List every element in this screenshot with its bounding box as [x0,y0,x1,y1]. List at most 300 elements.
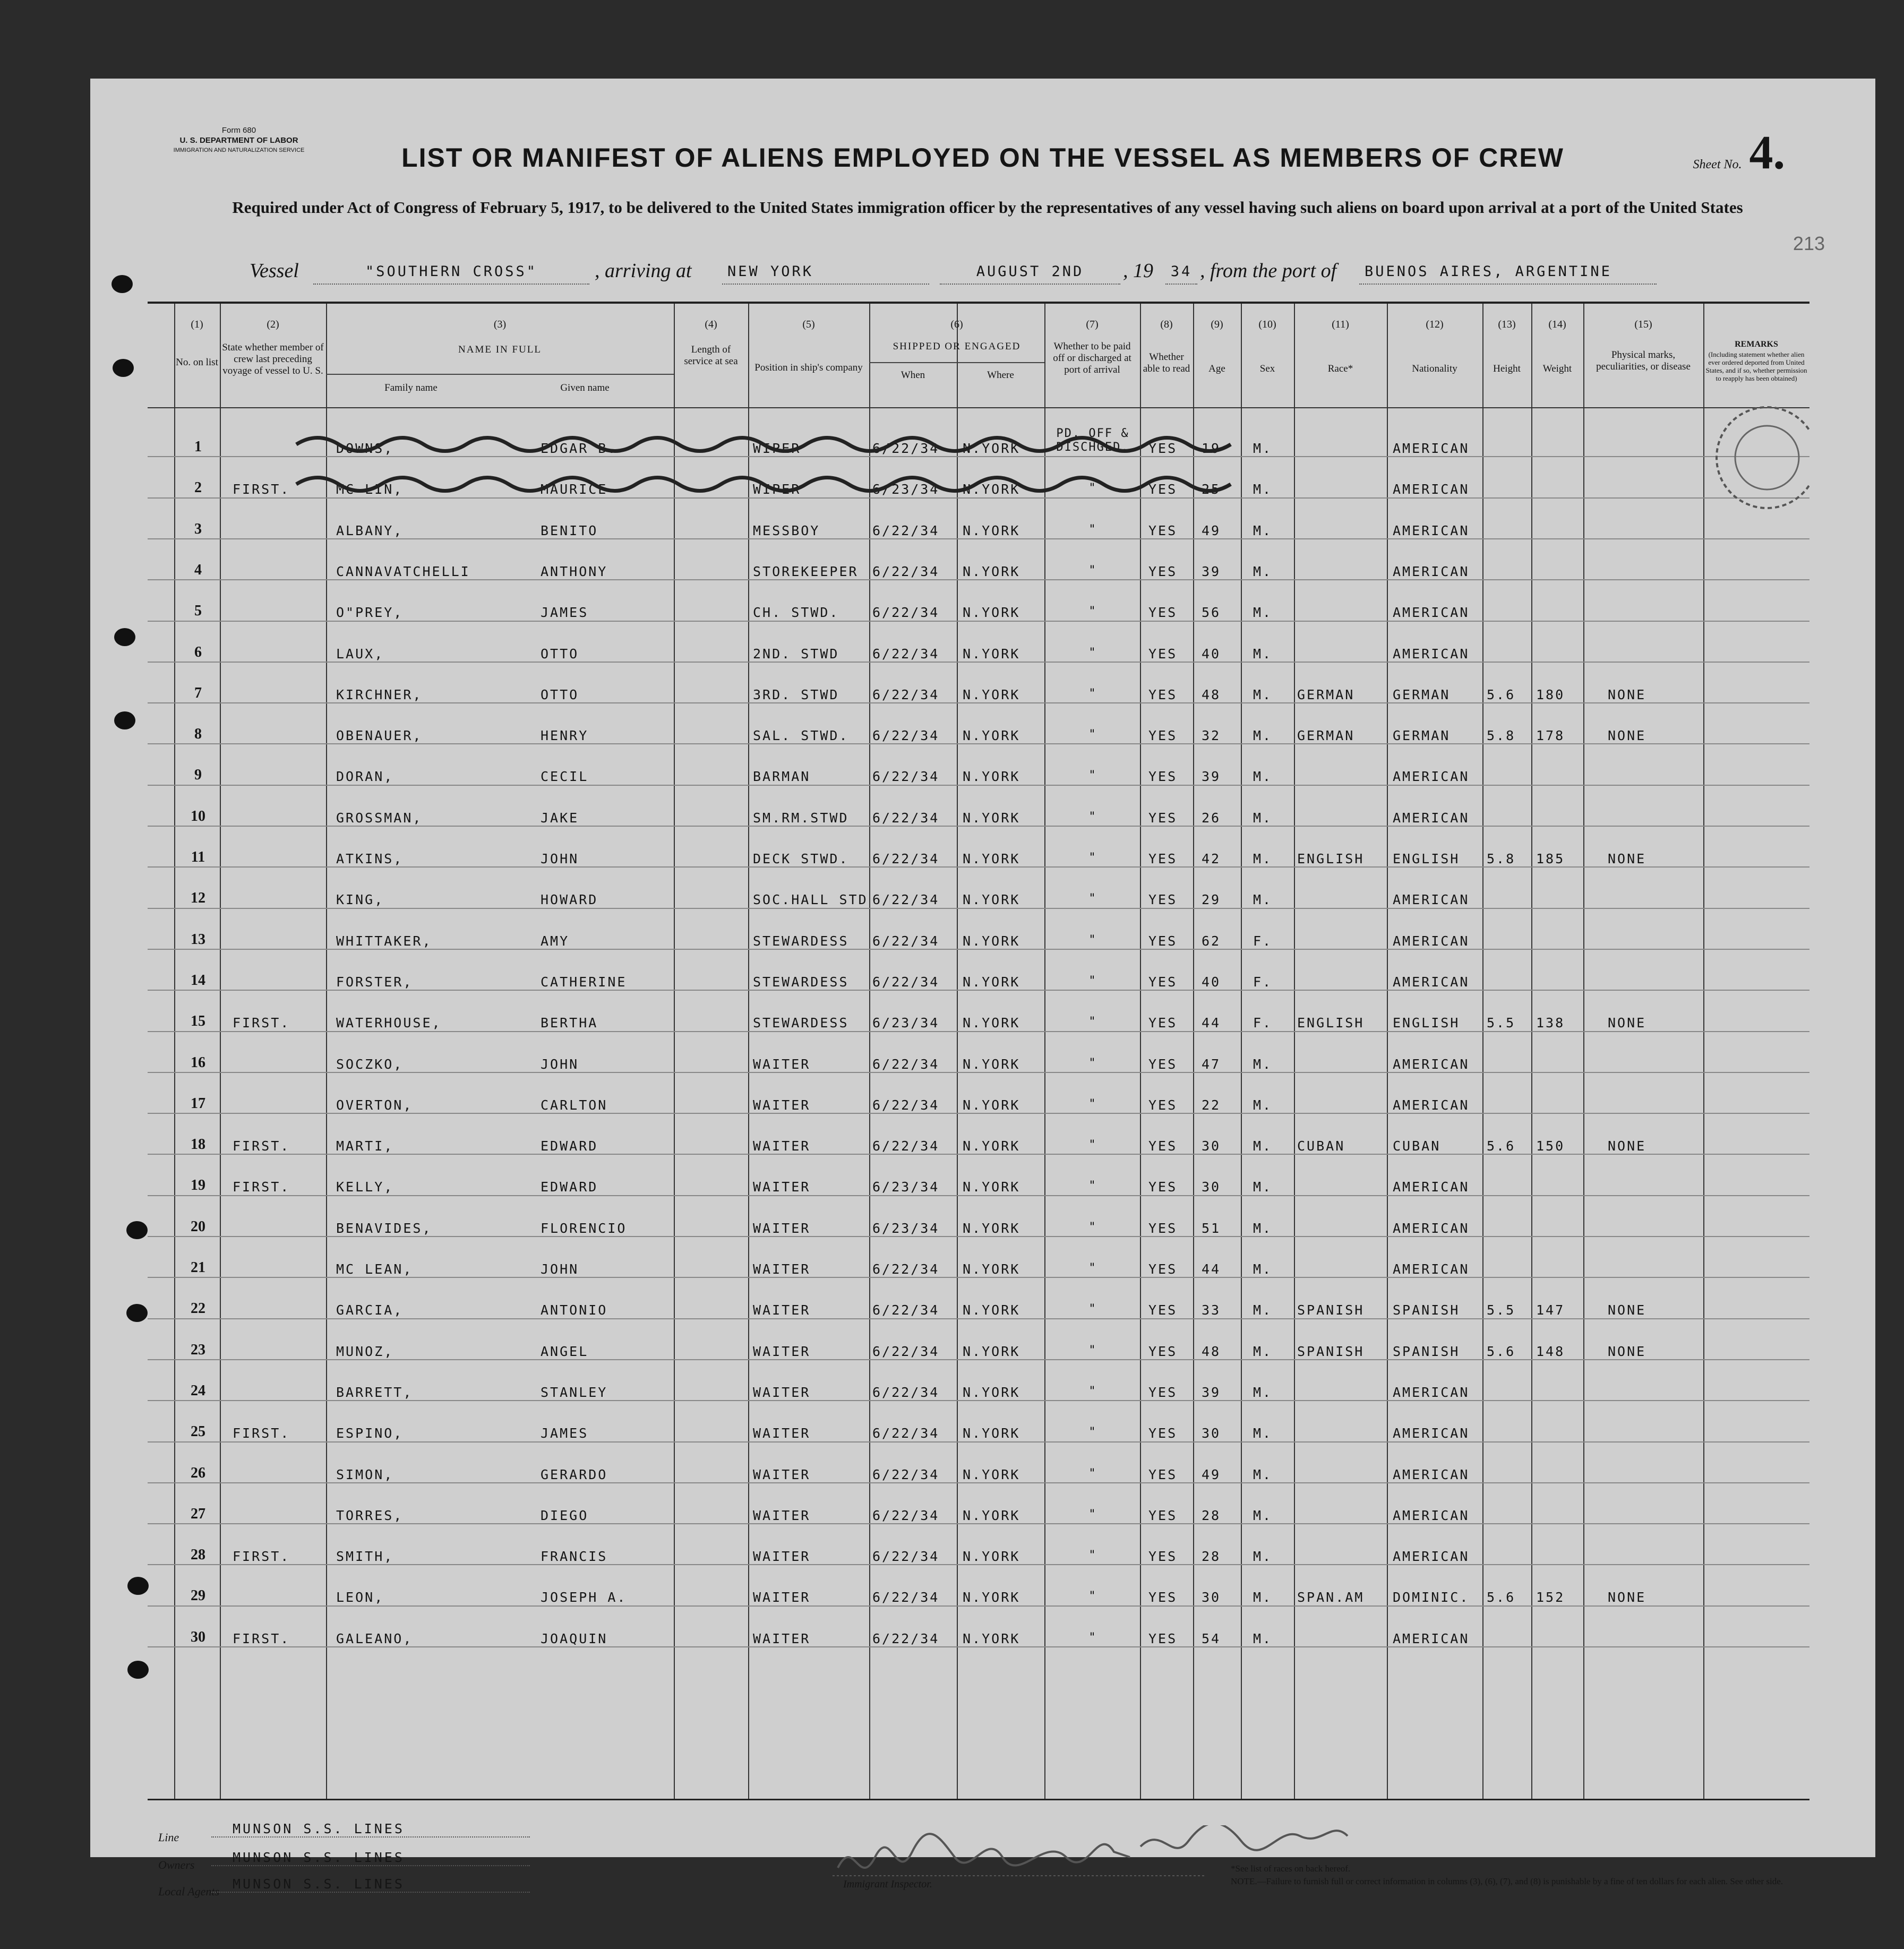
nationality-cell: AMERICAN [1393,646,1470,662]
age-cell: 39 [1202,769,1221,785]
paid-off-cell: " [1088,974,1097,988]
sex-cell: F. [1253,933,1273,949]
punch-hole [126,1221,148,1239]
weight-cell: 178 [1536,728,1565,744]
race-cell: GERMAN [1297,686,1355,702]
nationality-cell: AMERICAN [1393,933,1470,949]
family-name-cell: ATKINS, [336,851,404,866]
family-name-cell: KIRCHNER, [336,686,423,702]
physical-marks-cell: NONE [1608,1343,1646,1359]
shipped-when-cell: 6/22/34 [872,1507,940,1523]
position-cell: WIPER [753,441,801,456]
row-number: 29 [191,1587,205,1604]
able-to-read-cell: YES [1148,646,1178,662]
given-name-cell: FRANCIS [541,1549,608,1565]
shipped-when-cell: 6/22/34 [872,728,940,744]
sex-cell: M. [1253,686,1273,702]
prev-voyage-cell: FIRST. [233,1630,290,1646]
shipped-when-cell: 6/22/34 [872,1261,940,1277]
given-name-cell: JOHN [541,1261,579,1277]
punch-hole [113,359,134,377]
shipped-when-cell: 6/22/34 [872,1590,940,1605]
position-cell: WAITER [753,1056,811,1072]
position-cell: WAITER [753,1261,811,1277]
sex-cell: M. [1253,1097,1273,1113]
header-paid-off: Whether to be paid off or discharged at port of arrival [1053,341,1131,375]
paid-off-cell: " [1088,769,1097,783]
crew-table [148,302,1809,1800]
race-note: *See list of races on back hereof. [1231,1864,1351,1874]
header-when: When [900,370,925,381]
header-physical-marks: Physical marks, peculiarities, or disease [1596,349,1691,372]
given-name-cell: BERTHA [541,1015,598,1031]
shipped-when-cell: 6/22/34 [872,1138,940,1154]
age-cell: 48 [1202,686,1221,702]
able-to-read-cell: YES [1148,1179,1178,1195]
shipped-where-cell: N.YORK [963,769,1020,785]
physical-marks-cell: NONE [1608,1590,1646,1605]
height-cell: 5.8 [1487,851,1516,866]
paid-off-cell: " [1088,1343,1097,1357]
col-number: (9) [1211,319,1223,330]
punch-hole [127,1661,149,1679]
age-cell: 30 [1202,1179,1221,1195]
race-cell: SPANISH [1297,1302,1365,1318]
position-cell: WAITER [753,1097,811,1113]
arrival-date: AUGUST 2ND [940,259,1120,285]
age-cell: 54 [1202,1630,1221,1646]
col-number: (11) [1332,319,1349,330]
position-cell: WAITER [753,1590,811,1605]
able-to-read-cell: YES [1148,482,1178,497]
paid-off-cell: " [1088,1138,1097,1152]
row-number: 28 [191,1547,205,1564]
header-shipped-or-engaged: SHIPPED OR ENGAGED [893,341,1021,352]
row-number: 26 [191,1464,205,1481]
given-name-cell: JAMES [541,605,589,621]
given-name-cell: JAKE [541,810,579,826]
physical-marks-cell: NONE [1608,1015,1646,1031]
row-number: 20 [191,1218,205,1235]
header-remarks: REMARKS [1735,340,1778,349]
arriving-label: , arriving at [595,260,692,282]
paid-off-cell: " [1088,1015,1097,1029]
paid-off-cell: " [1088,1549,1097,1562]
row-number: 6 [194,643,202,660]
weight-cell: 150 [1536,1138,1565,1154]
able-to-read-cell: YES [1148,810,1178,826]
sex-cell: M. [1253,810,1273,826]
given-name-cell: HOWARD [541,892,598,908]
row-number: 10 [191,808,205,825]
row-number: 21 [191,1259,205,1276]
family-name-cell: SIMON, [336,1466,394,1482]
sex-cell: M. [1253,1261,1273,1277]
shipped-where-cell: N.YORK [963,605,1020,621]
sex-cell: M. [1253,1138,1273,1154]
able-to-read-cell: YES [1148,1507,1178,1523]
nationality-cell: AMERICAN [1393,605,1470,621]
header-length-of-service: Length of service at sea [684,344,738,367]
row-number: 16 [191,1054,205,1071]
given-name-cell: CECIL [541,769,589,785]
position-cell: WAITER [753,1384,811,1400]
family-name-cell: WHITTAKER, [336,933,432,949]
nationality-cell: AMERICAN [1393,892,1470,908]
position-cell: WAITER [753,1466,811,1482]
family-name-cell: LEON, [336,1590,384,1605]
shipped-where-cell: N.YORK [963,1220,1020,1236]
given-name-cell: ANGEL [541,1343,589,1359]
row-number: 18 [191,1136,205,1153]
paid-off-cell: " [1088,482,1097,495]
family-name-cell: FORSTER, [336,974,413,990]
family-name-cell: BARRETT, [336,1384,413,1400]
shipped-where-cell: N.YORK [963,810,1020,826]
age-cell: 26 [1202,810,1221,826]
race-cell: SPAN.AM [1297,1590,1365,1605]
given-name-cell: OTTO [541,646,579,662]
family-name-cell: DOWNS, [336,441,394,456]
sex-cell: F. [1253,1015,1273,1031]
paid-off-cell: " [1088,933,1097,947]
sex-cell: M. [1253,563,1273,579]
shipped-where-cell: N.YORK [963,892,1020,908]
height-cell: 5.6 [1487,1138,1516,1154]
age-cell: 39 [1202,1384,1221,1400]
punch-hole [114,628,135,646]
agents-value: MUNSON S.S. LINES [211,1876,530,1893]
header-sex: Sex [1259,363,1275,374]
sex-cell: M. [1253,1549,1273,1565]
sex-cell: M. [1253,851,1273,866]
shipped-when-cell: 6/23/34 [872,1015,940,1031]
position-cell: WAITER [753,1343,811,1359]
shipped-when-cell: 6/22/34 [872,686,940,702]
position-cell: MESSBOY [753,522,820,538]
nationality-cell: AMERICAN [1393,1466,1470,1482]
header-age: Age [1208,363,1225,374]
weight-cell: 185 [1536,851,1565,866]
able-to-read-cell: YES [1148,1384,1178,1400]
able-to-read-cell: YES [1148,769,1178,785]
header-able-to-read: Whether able to read [1143,351,1190,374]
footer-note [1231,1862,1815,1888]
shipped-where-cell: N.YORK [963,1343,1020,1359]
height-cell: 5.5 [1487,1302,1516,1318]
nationality-cell: AMERICAN [1393,441,1470,456]
sex-cell: M. [1253,1630,1273,1646]
sex-cell: M. [1253,1466,1273,1482]
position-cell: WAITER [753,1507,811,1523]
physical-marks-cell: NONE [1608,1302,1646,1318]
family-name-cell: O"PREY, [336,605,404,621]
position-cell: WAITER [753,1302,811,1318]
shipped-where-cell: N.YORK [963,1590,1020,1605]
shipped-where-cell: N.YORK [963,974,1020,990]
shipped-where-cell: N.YORK [963,1549,1020,1565]
row-number: 23 [191,1341,205,1358]
age-cell: 25 [1202,482,1221,497]
shipped-when-cell: 6/23/34 [872,1179,940,1195]
position-cell: 3RD. STWD [753,686,839,702]
shipped-where-cell: N.YORK [963,646,1020,662]
race-cell: ENGLISH [1297,851,1365,866]
row-number: 27 [191,1505,205,1522]
nationality-cell: AMERICAN [1393,482,1470,497]
sex-cell: M. [1253,522,1273,538]
header-previous-voyage: State whether member of crew last preceding voyage of vessel to U. S. [222,342,324,376]
physical-marks-cell: NONE [1608,728,1646,744]
able-to-read-cell: YES [1148,892,1178,908]
age-cell: 30 [1202,1426,1221,1441]
able-to-read-cell: YES [1148,1343,1178,1359]
physical-marks-cell: NONE [1608,686,1646,702]
department: U. S. DEPARTMENT OF LABOR [179,136,298,145]
paid-off-cell: " [1088,605,1097,619]
row-number: 5 [194,603,202,620]
nationality-cell: AMERICAN [1393,1426,1470,1441]
shipped-when-cell: 6/22/34 [872,605,940,621]
shipped-when-cell: 6/22/34 [872,851,940,866]
sex-cell: M. [1253,605,1273,621]
family-name-cell: OBENAUER, [336,728,423,744]
row-number: 11 [191,849,205,865]
family-name-cell: SOCZKO, [336,1056,404,1072]
paid-off-cell: " [1088,563,1097,577]
shipped-where-cell: N.YORK [963,1015,1020,1031]
shipped-when-cell: 6/22/34 [872,1302,940,1318]
able-to-read-cell: YES [1148,851,1178,866]
sex-cell: M. [1253,1507,1273,1523]
nationality-cell: AMERICAN [1393,1056,1470,1072]
paid-off-cell: " [1088,1384,1097,1398]
row-number: 3 [194,520,202,537]
header-remarks-note: (Including statement whether alien ever ordered deported from United States, and if so, whether permission to reapply has been obtained) [1705,350,1807,382]
family-name-cell: BENAVIDES, [336,1220,432,1236]
prev-voyage-cell: FIRST. [233,1179,290,1195]
prev-voyage-cell: FIRST. [233,1549,290,1565]
nationality-cell: AMERICAN [1393,810,1470,826]
given-name-cell: JOSEPH A. [541,1590,627,1605]
nationality-cell: SPANISH [1393,1343,1460,1359]
sex-cell: M. [1253,441,1273,456]
archive-page-number: 213 [1792,233,1825,254]
height-cell: 5.6 [1487,686,1516,702]
given-name-cell: STANLEY [541,1384,608,1400]
punch-hole [127,1577,149,1595]
able-to-read-cell: YES [1148,1220,1178,1236]
race-cell: GERMAN [1297,728,1355,744]
able-to-read-cell: YES [1148,1426,1178,1441]
col-number: (8) [1160,319,1173,330]
paid-off-cell: " [1088,892,1097,906]
shipped-where-cell: N.YORK [963,933,1020,949]
page-subtitle: Required under Act of Congress of February 5, 1917, to be delivered to the United States immigration officer by the representatives of any vessel having such aliens on board upon arrival at a port of the United States [232,198,1743,217]
fine-note: NOTE.—Failure to furnish full or correct information in columns (3), (6), (7), and (8) is punishable by a fine of ten dollars for each alien. See other side. [1231,1876,1783,1886]
nationality-cell: AMERICAN [1393,522,1470,538]
able-to-read-cell: YES [1148,1630,1178,1646]
strike-through-row-2 [296,478,1231,491]
col-number: (14) [1548,319,1566,330]
able-to-read-cell: YES [1148,1097,1178,1113]
position-cell: STEWARDESS [753,1015,849,1031]
paid-off-cell: " [1088,1261,1097,1275]
physical-marks-cell: NONE [1608,851,1646,866]
position-cell: STEWARDESS [753,933,849,949]
given-name-cell: JOHN [541,851,579,866]
given-name-cell: MAURICE [541,482,608,497]
age-cell: 48 [1202,1343,1221,1359]
age-cell: 30 [1202,1590,1221,1605]
nationality-cell: AMERICAN [1393,769,1470,785]
family-name-cell: SMITH, [336,1549,394,1565]
nationality-cell: AMERICAN [1393,974,1470,990]
paid-off-cell: " [1088,1426,1097,1439]
row-number: 4 [194,561,202,578]
sex-cell: M. [1253,1302,1273,1318]
family-name-cell: WATERHOUSE, [336,1015,442,1031]
prev-voyage-cell: FIRST. [233,1426,290,1441]
agents-label: Local Agents [158,1885,220,1898]
age-cell: 49 [1202,1466,1221,1482]
col-number: (13) [1498,319,1516,330]
row-number: 30 [191,1628,205,1645]
header-nationality: Nationality [1412,363,1457,374]
col-number: (3) [493,319,507,330]
physical-marks-cell: NONE [1608,1138,1646,1154]
row-number: 2 [194,479,202,496]
family-name-cell: KELLY, [336,1179,394,1195]
position-cell: WAITER [753,1549,811,1565]
age-cell: 40 [1202,646,1221,662]
height-cell: 5.6 [1487,1590,1516,1605]
col-number: (2) [267,319,279,330]
shipped-where-cell: N.YORK [963,686,1020,702]
col-number: (1) [191,319,203,330]
shipped-where-cell: N.YORK [963,522,1020,538]
age-cell: 42 [1202,851,1221,866]
position-cell: BARMAN [753,769,811,785]
shipped-when-cell: 6/22/34 [872,933,940,949]
able-to-read-cell: YES [1148,563,1178,579]
able-to-read-cell: YES [1148,1138,1178,1154]
position-cell: WAITER [753,1220,811,1236]
shipped-where-cell: N.YORK [963,728,1020,744]
shipped-when-cell: 6/22/34 [872,441,940,456]
shipped-when-cell: 6/22/34 [872,1384,940,1400]
prev-voyage-cell: FIRST. [233,1015,290,1031]
shipped-where-cell: N.YORK [963,1179,1020,1195]
punch-hole [114,711,135,729]
position-cell: SOC.HALL STD [753,892,868,908]
header-height: Height [1493,363,1521,374]
paid-off-cell: " [1088,851,1097,864]
shipped-when-cell: 6/22/34 [872,892,940,908]
family-name-cell: MUNOZ, [336,1343,394,1359]
paid-off-cell: " [1088,1302,1097,1316]
shipped-when-cell: 6/23/34 [872,1220,940,1236]
shipped-when-cell: 6/22/34 [872,522,940,538]
position-cell: WAITER [753,1630,811,1646]
given-name-cell: EDWARD [541,1138,598,1154]
given-name-cell: ANTHONY [541,563,608,579]
age-cell: 28 [1202,1549,1221,1565]
family-name-cell: OVERTON, [336,1097,413,1113]
able-to-read-cell: YES [1148,933,1178,949]
able-to-read-cell: YES [1148,1590,1178,1605]
family-name-cell: ESPINO, [336,1426,404,1441]
nationality-cell: GERMAN [1393,686,1451,702]
nationality-cell: AMERICAN [1393,1220,1470,1236]
given-name-cell: JOAQUIN [541,1630,608,1646]
paid-off-cell: " [1088,686,1097,700]
paid-off-cell: " [1088,1507,1097,1521]
weight-cell: 152 [1536,1590,1565,1605]
sex-cell: M. [1253,1343,1273,1359]
shipped-when-cell: 6/22/34 [872,974,940,990]
header-given-name: Given name [560,382,610,393]
paid-off-cell: " [1088,1590,1097,1603]
family-name-cell: MARTI, [336,1138,394,1154]
age-cell: 49 [1202,522,1221,538]
sex-cell: M. [1253,892,1273,908]
given-name-cell: JOHN [541,1056,579,1072]
nationality-cell: AMERICAN [1393,1097,1470,1113]
able-to-read-cell: YES [1148,686,1178,702]
header-name-in-full: NAME IN FULL [458,344,542,355]
shipped-where-cell: N.YORK [963,1384,1020,1400]
punch-hole [112,275,133,293]
shipped-when-cell: 6/22/34 [872,1630,940,1646]
col-number: (10) [1258,319,1276,330]
able-to-read-cell: YES [1148,605,1178,621]
line-label: Line [158,1831,179,1844]
vessel-label: Vessel [250,260,299,282]
strike-through-row-1 [296,438,1231,451]
from-port-label: , from the port of [1200,260,1337,282]
shipped-where-cell: N.YORK [963,563,1020,579]
row-number: 14 [191,972,205,989]
sex-cell: F. [1253,974,1273,990]
prev-voyage-cell: FIRST. [233,482,290,497]
position-cell: WAITER [753,1426,811,1441]
weight-cell: 148 [1536,1343,1565,1359]
able-to-read-cell: YES [1148,1056,1178,1072]
able-to-read-cell: YES [1148,728,1178,744]
given-name-cell: ANTONIO [541,1302,608,1318]
given-name-cell: EDGAR B. [541,441,617,456]
col-number: (7) [1086,319,1099,330]
col-number: (4) [705,319,717,330]
sheet-number-label: Sheet No. [1693,158,1742,171]
shipped-when-cell: 6/23/34 [872,482,940,497]
age-cell: 47 [1202,1056,1221,1072]
punch-hole [126,1304,148,1322]
paid-off-cell: " [1088,1056,1097,1070]
age-cell: 40 [1202,974,1221,990]
shipped-when-cell: 6/22/34 [872,563,940,579]
shipped-where-cell: N.YORK [963,1138,1020,1154]
col-number: (6) [950,319,963,330]
col-number: (15) [1634,319,1652,330]
page-title: LIST OR MANIFEST OF ALIENS EMPLOYED ON THE VESSEL AS MEMBERS OF CREW [401,143,1564,173]
sex-cell: M. [1253,1384,1273,1400]
row-number: 25 [191,1423,205,1440]
shipped-when-cell: 6/22/34 [872,1426,940,1441]
line-value: MUNSON S.S. LINES [211,1821,530,1838]
family-name-cell: DORAN, [336,769,394,785]
